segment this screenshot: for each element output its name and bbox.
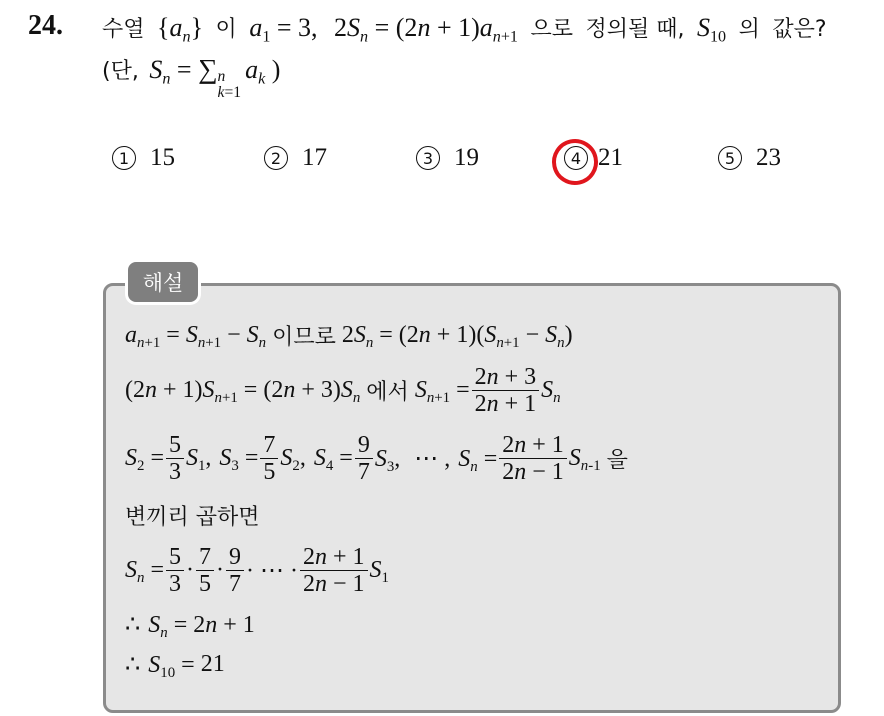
solution-line-4 xyxy=(125,500,266,531)
solution-line-1: $a_{n+1} = S_{n+1} - S_n$ 이므로 $2S_n = (2n + 1)(S_{n+1} - S_n)$ xyxy=(125,322,573,352)
choice-5[interactable] xyxy=(718,144,781,172)
choice-mark: 4 xyxy=(564,146,588,170)
solution-line-6: ∴ $S_n = 2n + 1$ xyxy=(125,612,255,642)
problem-word-value: 값은? xyxy=(772,17,827,42)
solution-line-3: $S_2$ = $\frac{5}{3}$ $S_1$, $S_3$ = $\frac{7}{5}$ $S_2$, $S_4$ = $\frac{9}{7}$ $S_3$, ⋯ , $S_n$ = $\frac{2n + 1}{2n - 1}$ $S_{n-1}$ 을 xyxy=(125,432,628,486)
choice-mark: 3 xyxy=(416,146,440,170)
choice-mark: 1 xyxy=(112,146,136,170)
recurrence-equation: $2S_n = (2n + 1)a_{n+1}$ xyxy=(334,13,518,46)
problem-word-of: 의 xyxy=(738,17,760,42)
solution-line-5: $S_n$ = $\frac{5}{3}$ · $\frac{7}{5}$ · $\frac{9}{7}$ · ⋯ · $\frac{2n + 1}{2n - 1}$ $S_1$ xyxy=(125,544,389,598)
word-eseo: 에서 xyxy=(366,380,409,406)
initial-condition: $a_1 = 3$, xyxy=(249,13,318,46)
sum-definition: $S_n$ = ∑ n k=1 $a_k$ xyxy=(149,54,266,102)
problem-word-ro: 으로 xyxy=(530,17,573,42)
choice-3[interactable] xyxy=(416,144,479,172)
solution-line-7: ∴ $S_{10}$ = 21 xyxy=(125,651,225,682)
solution-label: 해설 xyxy=(128,262,198,302)
choice-value: 19 xyxy=(454,144,479,171)
sequence-notation: $\{a_n\}$ xyxy=(157,13,204,46)
problem-word-defined: 정의될 때, xyxy=(585,17,685,42)
problem-word-sequence: 수열 xyxy=(102,17,145,42)
choice-value: 17 xyxy=(302,144,327,171)
answer-circle-mark xyxy=(548,135,603,190)
choice-value: 23 xyxy=(756,144,781,171)
condition-prefix: (단, xyxy=(102,59,139,84)
final-answer: 21 xyxy=(200,651,225,677)
choice-2[interactable] xyxy=(264,144,327,172)
condition-suffix: ) xyxy=(271,55,281,84)
choice-1[interactable] xyxy=(112,144,175,172)
choice-value: 21 xyxy=(598,144,623,171)
choice-mark: 2 xyxy=(264,146,288,170)
problem-statement xyxy=(102,12,833,46)
word-eul: 을 xyxy=(606,448,628,474)
problem-number: 24. xyxy=(28,10,63,41)
fraction: $\frac{2n + 3}{2n + 1}$ xyxy=(472,364,540,418)
problem-word-i: 이 xyxy=(215,17,237,42)
target-term: $S_{10}$ xyxy=(696,13,727,46)
choice-mark: 5 xyxy=(718,146,742,170)
solution-line-2: $(2n + 1)S_{n+1} = (2n + 3)S_n$ 에서 $S_{n+1}$ = $\frac{2n + 3}{2n + 1}$ $S_n$ xyxy=(125,364,561,418)
word-multiply: 변끼리 곱하면 xyxy=(125,505,260,530)
choice-value: 15 xyxy=(150,144,175,171)
problem-condition xyxy=(102,54,280,102)
word-imeuro: 이므로 xyxy=(272,325,336,350)
